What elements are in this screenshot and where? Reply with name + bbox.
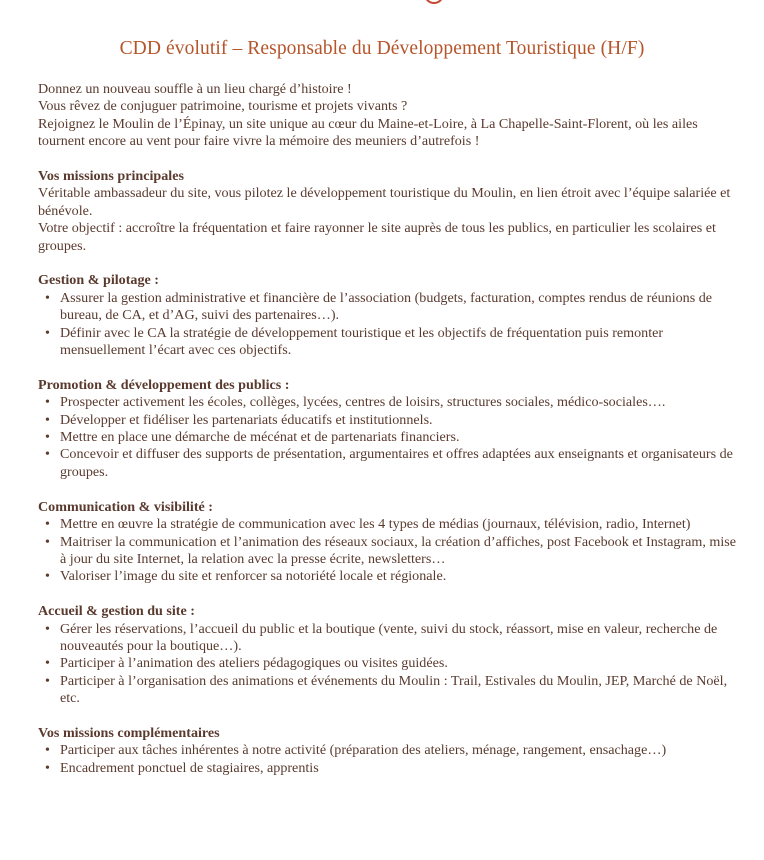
list-item: • Prospecter activement les écoles, collèges, lycées, centres de loisirs, structures sociales, médico-sociales…. [38, 394, 738, 411]
bullet-list [38, 621, 738, 708]
intro-paragraph [38, 81, 738, 151]
section-communication-visibilite [38, 499, 738, 586]
section-heading: Vos missions complémentaires [38, 724, 220, 741]
bullet-list [38, 394, 738, 481]
section-gestion-pilotage [38, 272, 738, 359]
bullet-list [38, 742, 738, 777]
list-item: • Maitriser la communication et l’animation des réseaux sociaux, la création d’affiches, post Facebook et Instagram, mise à jour du site Internet, la relation avec la presse écrite, newsletters… [38, 534, 738, 569]
list-item: • Gérer les réservations, l’accueil du public et la boutique (vente, suivi du stock, réassort, mise en valeur, recherche de nouveautés pour la boutique…). [38, 621, 738, 656]
missions-line: Votre objectif : accroître la fréquentation et faire rayonner le site auprès de tous les publics, en particulier les scolaires et groupes. [38, 220, 716, 254]
section-missions-complementaires [38, 725, 738, 777]
list-item: • Concevoir et diffuser des supports de présentation, argumentaires et offres adaptées aux enseignants et organisateurs de groupes. [38, 446, 738, 481]
list-item: • Participer à l’organisation des animations et événements du Moulin : Trail, Estivales du Moulin, JEP, Marché de Noël, etc. [38, 673, 738, 708]
list-item: • Mettre en œuvre la stratégie de communication avec les 4 types de médias (journaux, télévision, radio, Internet) [38, 516, 738, 533]
section-heading: Vos missions principales [38, 168, 184, 185]
intro-line: Donnez un nouveau souffle à un lieu chargé d’histoire ! [38, 81, 352, 97]
list-item: • Encadrement ponctuel de stagiaires, apprentis [38, 760, 738, 777]
section-heading: Communication & visibilité : [38, 498, 213, 515]
list-item: • Mettre en place une démarche de mécénat et de partenariats financiers. [38, 429, 738, 446]
list-item: • Participer aux tâches inhérentes à notre activité (préparation des ateliers, ménage, rangement, ensachage…) [38, 742, 738, 759]
list-item: • Valoriser l’image du site et renforcer sa notoriété locale et régionale. [38, 568, 738, 585]
intro-line: Vous rêvez de conjuguer patrimoine, tourisme et projets vivants ? [38, 98, 408, 115]
list-item: • Assurer la gestion administrative et financière de l’association (budgets, facturation, comptes rendus de réunions de bureau, de CA, et d’AG, suivi des partenaires…). [38, 290, 738, 325]
page-title: CDD évolutif – Responsable du Développement Touristique (H/F) [119, 38, 645, 59]
section-heading: Accueil & gestion du site : [38, 603, 195, 620]
section-accueil-gestion [38, 603, 738, 707]
intro-line: Rejoignez le Moulin de l’Épinay, un site unique au cœur du Maine-et-Loire, à La Chapelle-Saint-Florent, où les ailes tournent encore au vent pour faire vivre la mémoire des meuniers d’autrefois ! [38, 115, 698, 150]
job-description [38, 81, 738, 795]
bullet-list [38, 516, 738, 586]
list-item: • Définir avec le CA la stratégie de développement touristique et les objectifs de fréquentation puis remonter mensuellement l’écart avec ces objectifs. [38, 325, 738, 360]
section-heading: Gestion & pilotage : [38, 272, 159, 289]
missions-line: Véritable ambassadeur du site, vous pilotez le développement touristique du Moulin, en lien étroit avec l’équipe salariée et bénévole. [38, 185, 731, 219]
missions-principales [38, 168, 738, 255]
list-item: • Participer à l’animation des ateliers pédagogiques ou visites guidées. [38, 655, 738, 672]
section-heading: Promotion & développement des publics : [38, 376, 290, 393]
bullet-list [38, 290, 738, 360]
section-promotion-publics [38, 377, 738, 481]
logo-fragment [424, 0, 444, 4]
list-item: • Développer et fidéliser les partenariats éducatifs et institutionnels. [38, 412, 738, 429]
